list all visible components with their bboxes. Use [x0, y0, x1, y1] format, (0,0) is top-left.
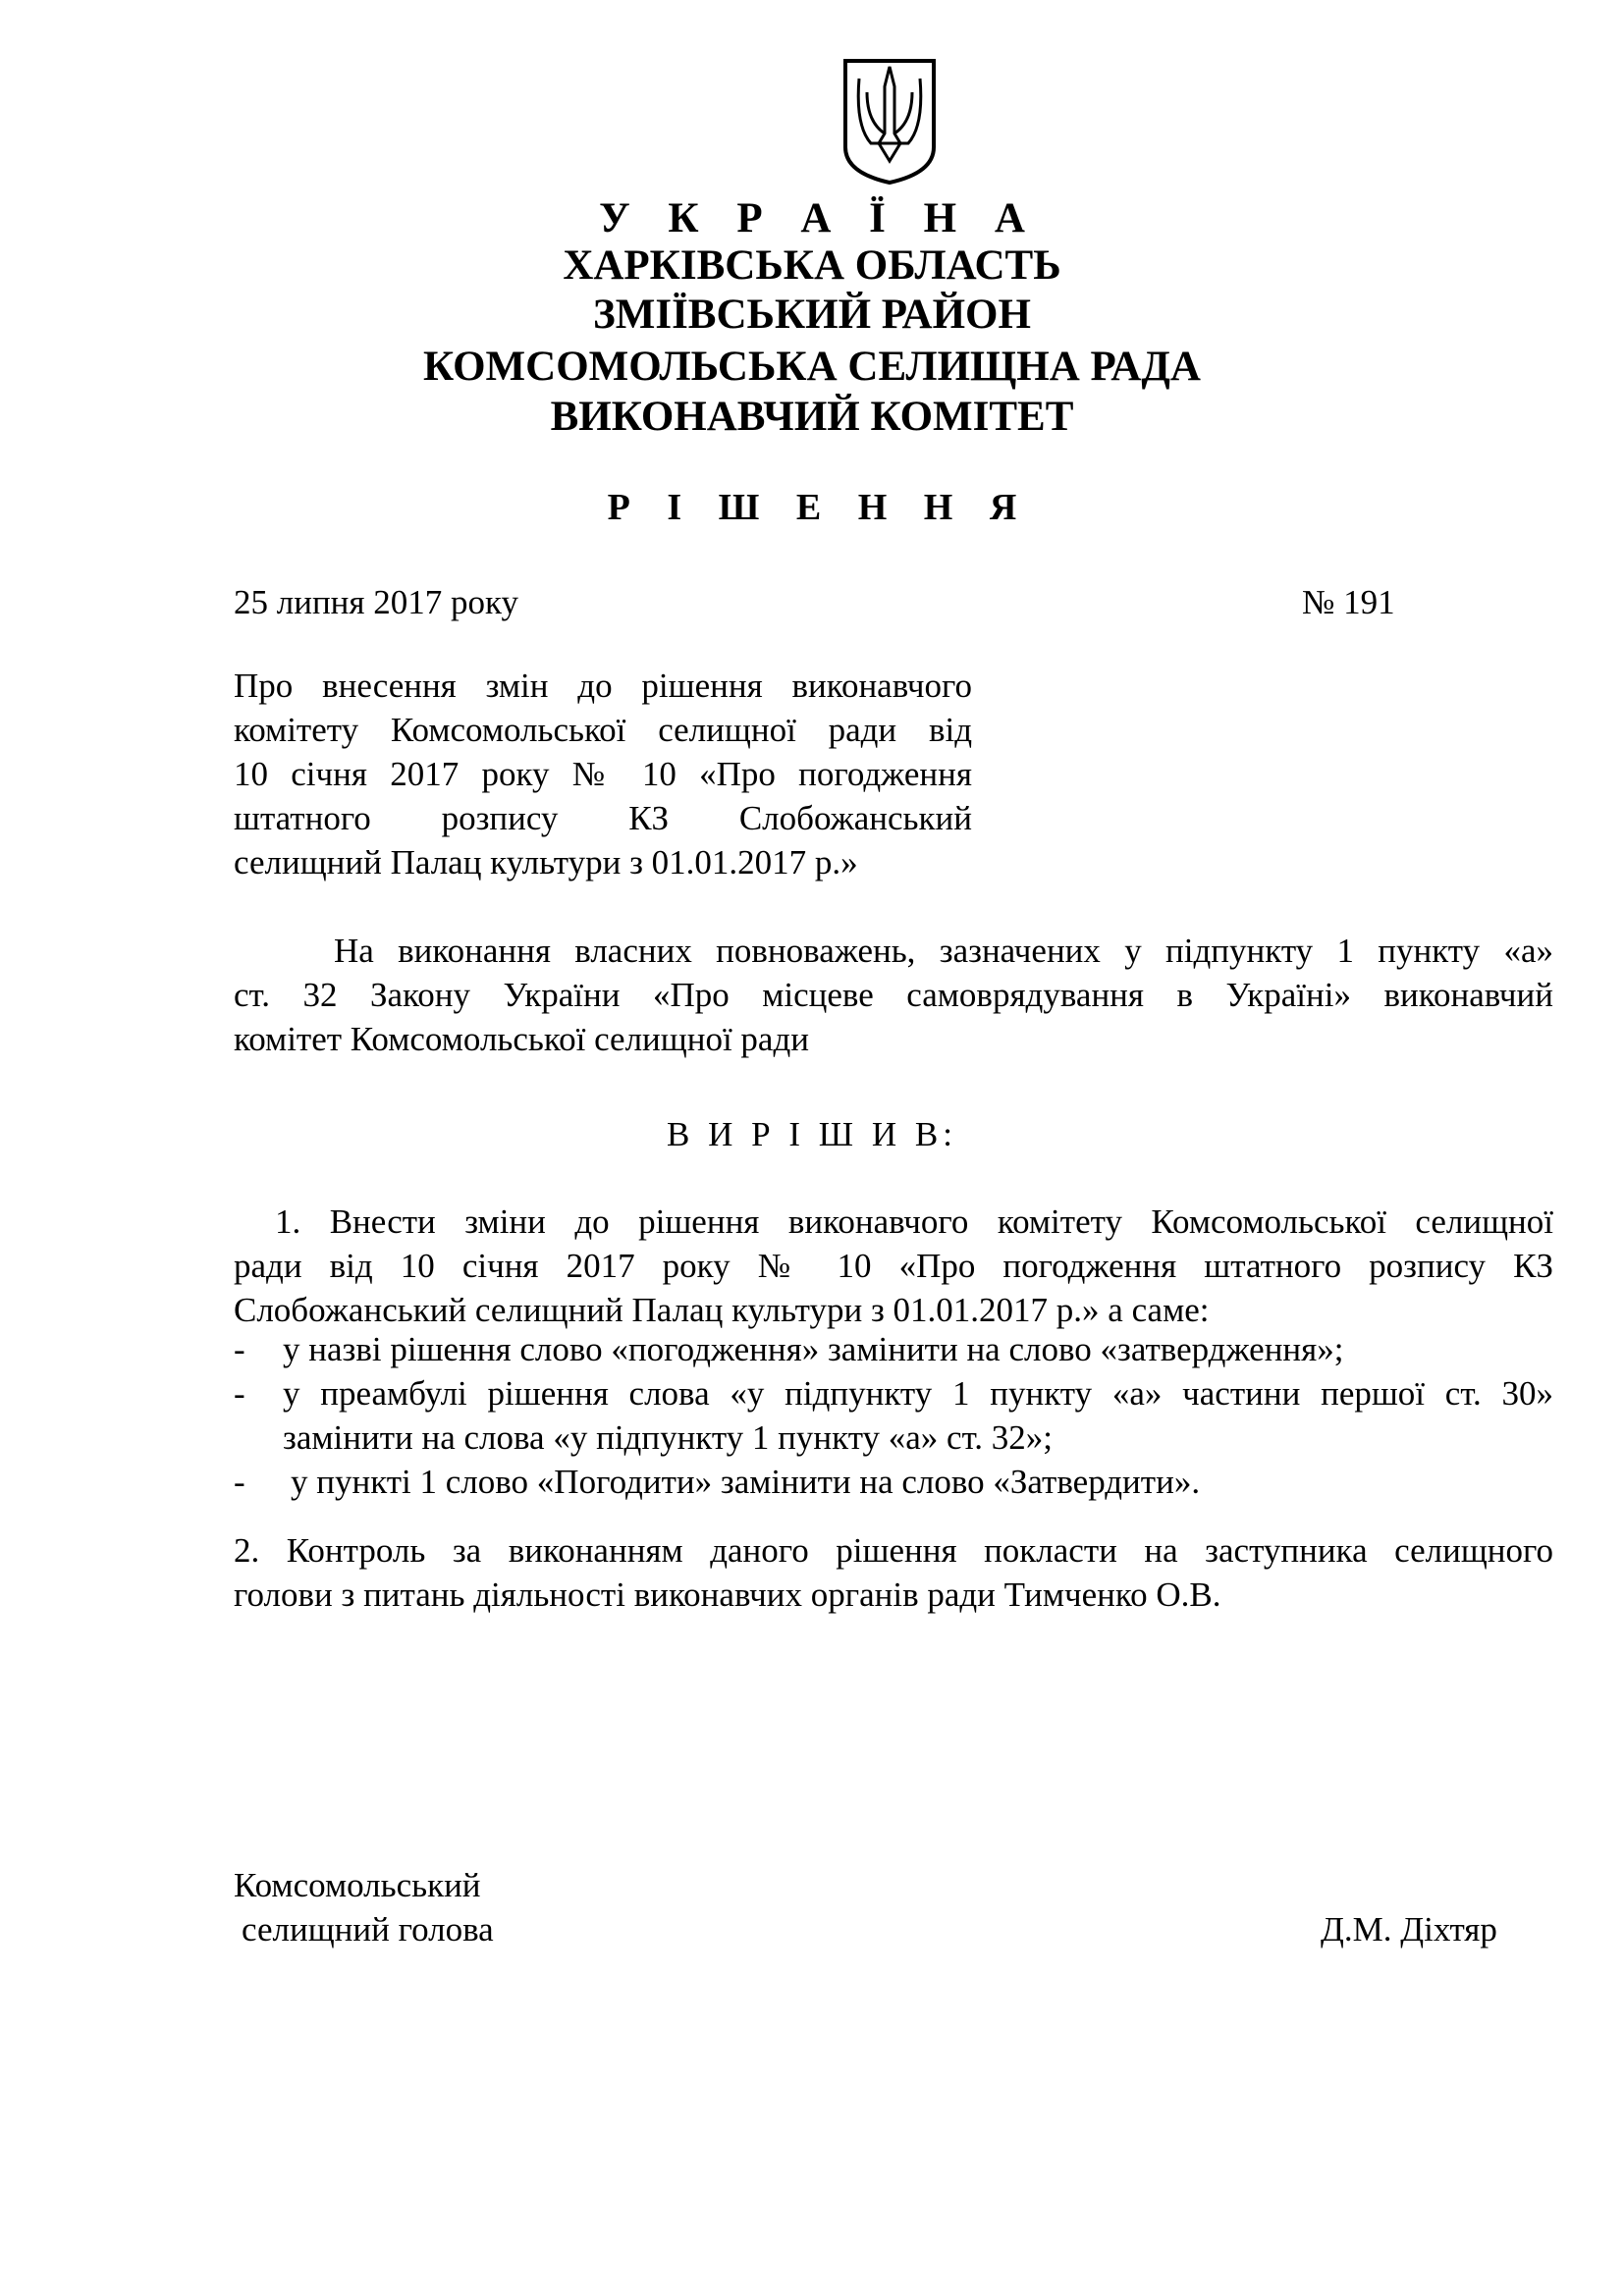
- list-item: [234, 1371, 1553, 1415]
- point-one-line: Слобожанський селищний Палац культури з 01.01.2017 р.» а саме:: [234, 1291, 1210, 1329]
- amendments-list: [234, 1327, 1553, 1504]
- point-two-line: 2. Контроль за виконанням даного рішення покласти на заступника селищного: [234, 1531, 1553, 1570]
- list-item-text: у назві рішення слово «погодження» замінити на слово «затвердження»;: [283, 1330, 1344, 1368]
- list-item: [234, 1327, 1553, 1371]
- list-item-continuation: [234, 1415, 1553, 1460]
- document-type-heading: Р І Ш Е Н Н Я: [607, 487, 1031, 528]
- signatory-title: [234, 1863, 494, 1951]
- dash-marker: -: [234, 1463, 245, 1501]
- preamble-paragraph: [234, 929, 1553, 1061]
- committee-heading: ВИКОНАВЧИЙ КОМІТЕТ: [550, 394, 1074, 440]
- subject-line: Про внесення змін до рішення виконавчого: [234, 667, 972, 705]
- subject-line: селищний Палац культури з 01.01.2017 р.»: [234, 843, 858, 881]
- decision-number: № 191: [1302, 583, 1395, 621]
- list-item-text: у преамбулі рішення слова «у підпункту 1 пункту «а» частини першої ст. 30»: [283, 1374, 1553, 1413]
- dash-marker: -: [234, 1374, 245, 1413]
- list-item-text: замінити на слова «у підпункту 1 пункту «а» ст. 32»;: [283, 1418, 1053, 1457]
- dash-marker: -: [234, 1330, 245, 1368]
- point-one-line: ради від 10 січня 2017 року № 10 «Про погодження штатного розпису КЗ: [234, 1247, 1553, 1285]
- signatory-title-line: Комсомольський: [234, 1866, 481, 1904]
- list-item: [234, 1460, 1553, 1504]
- decided-heading: В И Р І Ш И В:: [667, 1115, 957, 1153]
- preamble-line: комітет Комсомольської селищної ради: [234, 1020, 809, 1058]
- region-heading: ХАРКІВСЬКА ОБЛАСТЬ: [563, 242, 1061, 289]
- subject-line: 10 січня 2017 року № 10 «Про погодження: [234, 755, 972, 793]
- preamble-line: ст. 32 Закону України «Про місцеве самоврядування в Україні» виконавчий: [234, 976, 1553, 1014]
- point-one-paragraph: [234, 1200, 1553, 1332]
- signatory-name: Д.М. Діхтяр: [1321, 1910, 1497, 1949]
- signatory-title-line: селищний голова: [242, 1910, 494, 1949]
- preamble-line: На виконання власних повноважень, зазначених у підпункту 1 пункту «а»: [334, 932, 1553, 970]
- subject-line: комітету Комсомольської селищної ради від: [234, 711, 972, 749]
- point-two-line: голови з питань діяльності виконавчих органів ради Тимченко О.В.: [234, 1575, 1221, 1614]
- council-heading: КОМСОМОЛЬСЬКА СЕЛИЩНА РАДА: [423, 344, 1201, 390]
- point-two-paragraph: [234, 1528, 1553, 1617]
- trident-coat-of-arms-icon: [841, 57, 938, 187]
- decision-date: 25 липня 2017 року: [234, 583, 519, 621]
- decision-subject: [234, 664, 972, 884]
- list-item-text: у пункті 1 слово «Погодити» замінити на слово «Затвердити».: [291, 1463, 1201, 1501]
- country-heading: У К Р А Ї Н А: [599, 195, 1039, 241]
- district-heading: ЗМІЇВСЬКИЙ РАЙОН: [593, 292, 1031, 338]
- point-one-line: 1. Внести зміни до рішення виконавчого комітету Комсомольської селищної: [275, 1202, 1553, 1241]
- subject-line: штатного розпису КЗ Слобожанський: [234, 799, 972, 837]
